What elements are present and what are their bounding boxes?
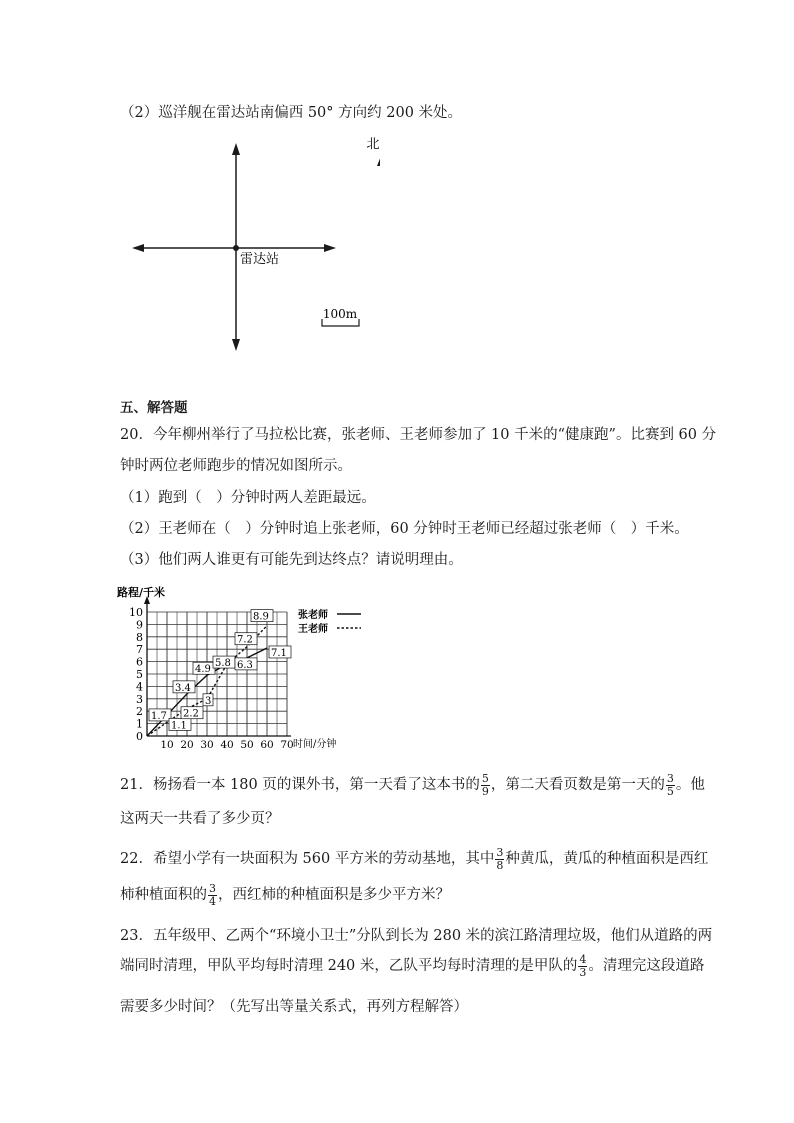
y-tick-label: 10 (129, 606, 143, 619)
q19-part2-text: （2）巡洋舰在雷达站南偏西 50° 方向约 200 米处。 (120, 105, 463, 121)
q22-text-a: 22．希望小学有一块面积为 560 平方米的劳动基地，其中 (120, 851, 495, 867)
q21-line1 (120, 770, 705, 800)
x-tick-label: 20 (180, 739, 194, 751)
q21-text-c: 。他 (675, 777, 705, 793)
data-label: 1.1 (171, 720, 187, 732)
data-label: 4.9 (195, 664, 211, 676)
q21-fraction-2: $\frac{3}{5}$ (666, 771, 674, 798)
q20-line2: 钟时两位老师跑步的情况如图所示。 (120, 458, 352, 474)
data-label: 5.8 (215, 658, 231, 670)
q22-text-b: 种黄瓜，黄瓜的种植面积是西红 (505, 851, 709, 867)
y-tick-label: 5 (136, 668, 143, 681)
left-arrowhead (132, 244, 144, 252)
q22-line2 (120, 880, 450, 910)
scale-label: 100m (322, 307, 358, 321)
chart-legend (298, 608, 361, 635)
q21-fraction-1: $\frac{5}{9}$ (481, 771, 489, 798)
q23-fraction: $\frac{4}{3}$ (579, 952, 587, 979)
q22-text-c: 柿种植面积的 (120, 887, 207, 903)
y-tick-label: 6 (136, 655, 143, 669)
legend-label: 张老师 (298, 610, 328, 621)
data-label: 1.7 (151, 710, 167, 722)
x-tick-label: 70 (280, 739, 294, 751)
q20-line1: 20．今年柳州举行了马拉松比赛，张老师、王老师参加了 10 千米的“健康跑”。比赛到 60 分 (120, 427, 717, 443)
y-tick-label: 1 (136, 717, 143, 731)
y-tick-label: 9 (136, 618, 143, 632)
q23-text-a: 端同时清理，甲队平均每时清理 240 米，乙队平均每时清理的是甲队的 (120, 958, 578, 974)
data-label: 6.3 (237, 659, 253, 671)
x-tick-label: 60 (260, 739, 274, 751)
section-title: 五、解答题 (120, 400, 188, 416)
y-axis-title: 路程/千米 (117, 586, 166, 599)
y-tick-label: 7 (136, 643, 143, 657)
q21-text-a: 21．杨扬看一本 180 页的课外书，第一天看了这本书的 (120, 777, 480, 793)
q20-sub1: （1）跑到（ ）分钟时两人差距最远。 (120, 490, 376, 506)
right-arrowhead (324, 244, 336, 252)
data-label: 2.2 (183, 708, 199, 720)
q22-fraction-1: $\frac{3}{8}$ (496, 845, 504, 872)
data-label: 3.4 (175, 682, 191, 694)
y-tick-label: 4 (136, 680, 143, 694)
chart-data-labels (149, 610, 291, 732)
legend-label: 王老师 (298, 624, 328, 635)
q22-line1 (120, 844, 708, 874)
x-tick-label: 30 (200, 739, 214, 751)
x-tick-label: 50 (240, 739, 254, 751)
q22-fraction-2: $\frac{3}{4}$ (209, 881, 216, 908)
north-label: 北 (366, 137, 380, 152)
y-tick-label: 3 (136, 692, 143, 706)
q20-sub3: （3）他们两人谁更有可能先到达终点？请说明理由。 (120, 552, 463, 568)
radar-station-label: 雷达站 (240, 252, 280, 267)
q23-line2 (120, 951, 704, 981)
x-tick-label: 10 (160, 739, 174, 751)
q22-text-d: ，西红柿的种植面积是多少平方米？ (218, 887, 450, 903)
q23-line1: 23．五年级甲、乙两个“环境小卫士”分队到长为 280 米的滨江路清理垃圾，他们从道路的两 (120, 928, 713, 944)
q21-line2: 这两天一共看了多少页？ (120, 811, 280, 827)
down-arrowhead (232, 339, 240, 351)
data-label: 3 (205, 695, 212, 707)
y-tick-label: 2 (136, 705, 143, 719)
y-tick-label: 8 (136, 630, 143, 644)
data-label: 7.1 (271, 647, 287, 659)
y-tick-label: 0 (136, 730, 143, 743)
up-arrowhead (232, 143, 240, 155)
q23-text-b: 。清理完这段道路 (588, 958, 705, 974)
data-label: 8.9 (253, 611, 269, 623)
direction-map (120, 135, 380, 360)
radar-station-point (233, 245, 239, 251)
q21-text-b: ，第二天看页数是第一天的 (490, 777, 665, 793)
running-chart (115, 580, 375, 752)
data-label: 7.2 (237, 634, 253, 646)
q23-line3: 需要多少时间？（先写出等量关系式，再列方程解答） (120, 999, 468, 1015)
north-arrow-icon (377, 156, 380, 166)
x-axis-title: 时间/分钟 (293, 739, 337, 750)
q20-sub2: （2）王老师在（ ）分钟时追上张老师，60 分钟时王老师已经超过张老师（ ）千米。 (120, 521, 689, 537)
x-tick-label: 40 (220, 739, 234, 751)
